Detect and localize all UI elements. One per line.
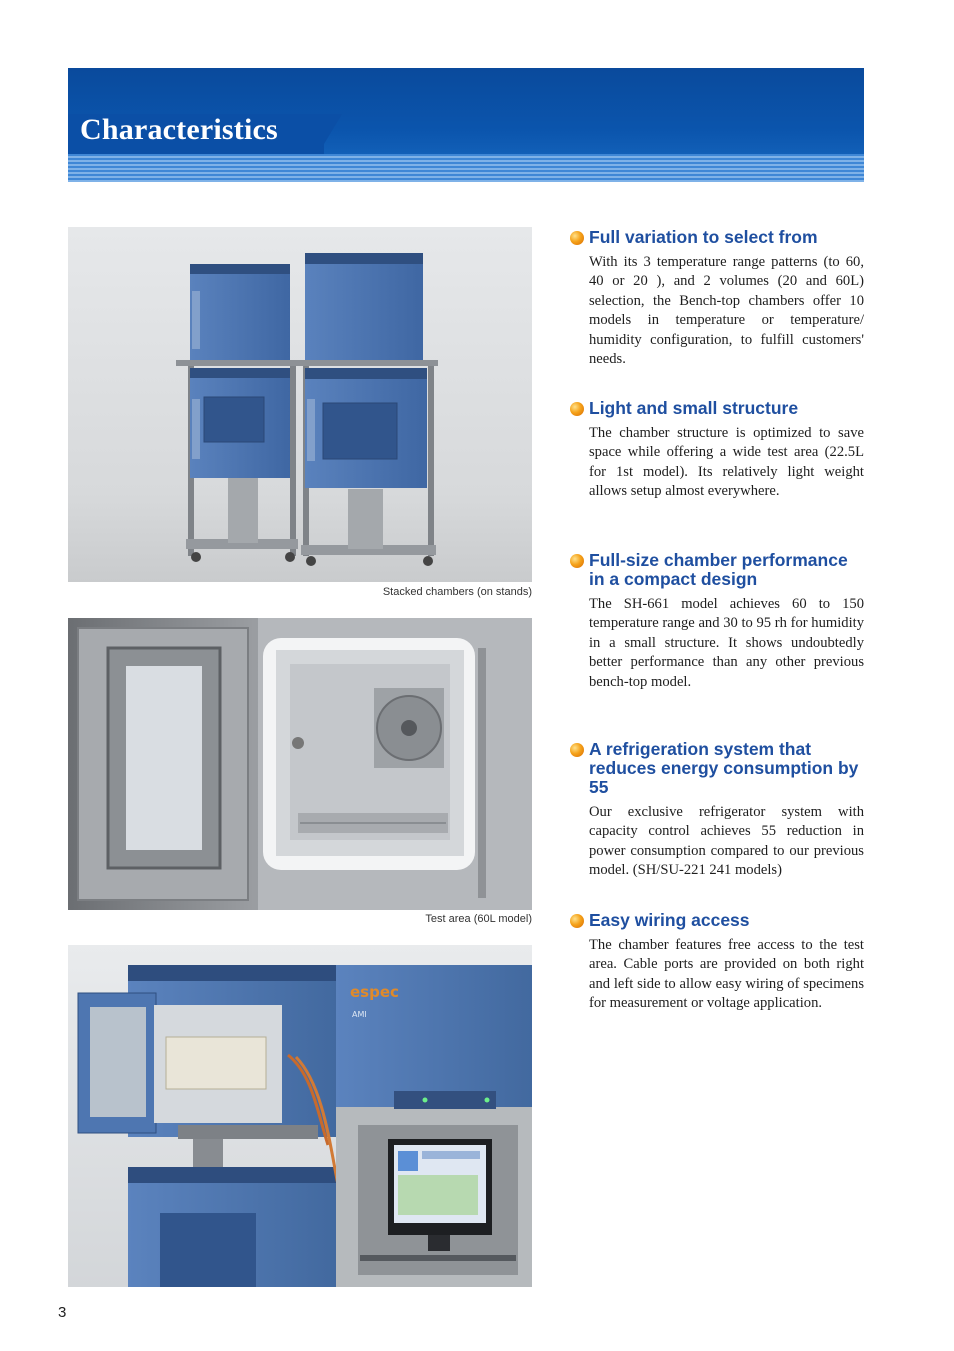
photo-caption: Stacked chambers (on stands) xyxy=(382,586,532,598)
title-tab-slant xyxy=(318,114,342,154)
photo-caption: Test area (60L model) xyxy=(425,913,532,925)
photo-stacked-chambers xyxy=(68,227,532,582)
feature-body: The SH-661 model achieves 60 to 150 temperature range and 30 to 95 rh for humidity in a small structure. It shows undoubtedly better performance than any other previous bench-top model. xyxy=(589,596,864,690)
page-number: 3 xyxy=(58,1304,67,1321)
espec-logo-text: espec xyxy=(350,983,399,1001)
page-title: Characteristics xyxy=(80,113,278,146)
orange-bullet-icon xyxy=(570,914,584,928)
feature-body: With its 3 temperature range patterns (to 60, 40 or 20 ), and 2 volumes (20 and 60L) selection, the Bench-top chambers offer 10 models in temperature or temperature/ humidity configuration, to fulfill customers' needs. xyxy=(589,254,864,368)
feature-refrigeration-system xyxy=(570,740,864,881)
feature-full-size-performance xyxy=(570,551,864,692)
feature-body: Our exclusive refrigerator system with capacity control achieves 55 reduction in power consumption compared to our previous model. (SH/SU-221 241 models) xyxy=(589,804,864,879)
feature-body: The chamber features free access to the test area. Cable ports are provided on both right and left side to allow easy wiring of specimens for measurement or voltage application. xyxy=(589,937,864,1012)
feature-body: The chamber structure is optimized to save space while offering a wide test area (22.5L for 1st model). Its relatively light weight allows setup almost everywhere. xyxy=(589,425,864,500)
feature-heading: Easy wiring access xyxy=(570,911,864,930)
feature-heading: Full-size chamber performance in a compact design xyxy=(570,551,864,589)
feature-heading: Full variation to select from xyxy=(570,228,864,247)
orange-bullet-icon xyxy=(570,402,584,416)
feature-full-variation xyxy=(570,228,864,369)
photo-chamber-with-monitor xyxy=(68,945,532,1287)
feature-light-small-structure xyxy=(570,399,864,502)
orange-bullet-icon xyxy=(570,231,584,245)
feature-easy-wiring xyxy=(570,911,864,1014)
banner-stripes xyxy=(68,154,864,182)
ami-model-label: AMI xyxy=(352,1010,367,1019)
photo-test-area xyxy=(68,618,532,910)
feature-heading: Light and small structure xyxy=(570,399,864,418)
orange-bullet-icon xyxy=(570,743,584,757)
feature-heading: A refrigeration system that reduces energy consumption by 55 xyxy=(570,740,864,797)
orange-bullet-icon xyxy=(570,554,584,568)
